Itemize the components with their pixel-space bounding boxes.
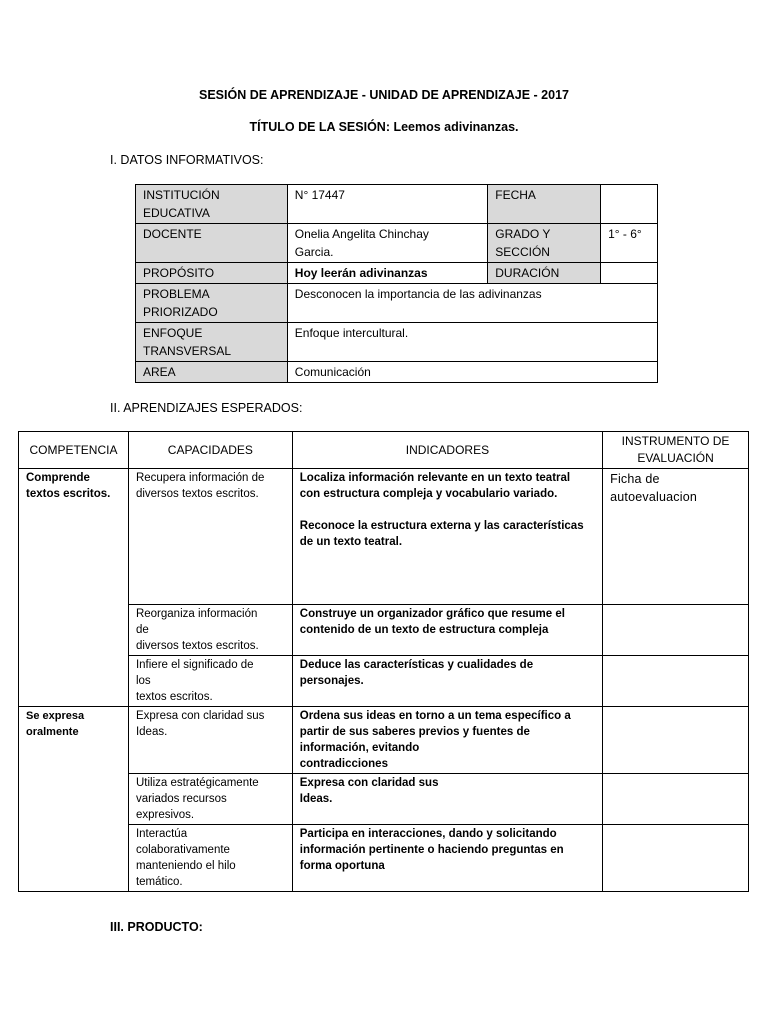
indicador-cell: Expresa con claridad sus Ideas. bbox=[292, 774, 602, 825]
table-row bbox=[136, 362, 658, 383]
area-label: AREA bbox=[136, 362, 288, 383]
table-row bbox=[136, 284, 658, 323]
instrumento-cell bbox=[603, 707, 749, 774]
institucion-value: N° 17447 bbox=[287, 185, 487, 224]
header-indicadores: INDICADORES bbox=[292, 432, 602, 469]
capacidad-cell: Recupera información de diversos textos escritos. bbox=[128, 469, 292, 605]
section-heading-aprendizajes: II. APRENDIZAJES ESPERADOS: bbox=[110, 401, 303, 415]
section-heading-datos: I. DATOS INFORMATIVOS: bbox=[110, 153, 264, 167]
problema-label: PROBLEMA PRIORIZADO bbox=[136, 284, 288, 323]
indicador-cell: Deduce las características y cualidades de personajes. bbox=[292, 656, 602, 707]
section-heading-producto: III. PRODUCTO: bbox=[110, 920, 203, 934]
docente-label: DOCENTE bbox=[136, 224, 288, 263]
aprendizajes-table bbox=[18, 431, 749, 892]
enfoque-value: Enfoque intercultural. bbox=[287, 323, 657, 362]
instrumento-cell bbox=[603, 656, 749, 707]
grado-label: GRADO Y SECCIÓN bbox=[488, 224, 601, 263]
table-row bbox=[136, 323, 658, 362]
datos-informativos-table bbox=[135, 184, 658, 383]
fecha-value bbox=[601, 185, 658, 224]
document-title: SESIÓN DE APRENDIZAJE - UNIDAD DE APRENDIZAJE - 2017 bbox=[199, 88, 569, 102]
table-row bbox=[19, 656, 749, 707]
indicador-cell: Ordena sus ideas en torno a un tema específico a partir de sus saberes previos y fuentes de información, evitando contradicciones bbox=[292, 707, 602, 774]
header-capacidades: CAPACIDADES bbox=[128, 432, 292, 469]
indicador-cell: Construye un organizador gráfico que resume el contenido de un texto de estructura compleja bbox=[292, 605, 602, 656]
session-title: TÍTULO DE LA SESIÓN: Leemos adivinanzas. bbox=[249, 120, 519, 134]
capacidad-cell: Reorganiza información de diversos textos escritos. bbox=[128, 605, 292, 656]
header-instrumento: INSTRUMENTO DE EVALUACIÓN bbox=[603, 432, 749, 469]
capacidad-cell: Expresa con claridad sus Ideas. bbox=[128, 707, 292, 774]
indicador-cell: Localiza información relevante en un texto teatral con estructura compleja y vocabulario variado. Reconoce la estructura externa y las características de un texto teatral. bbox=[292, 469, 602, 605]
capacidad-cell: Interactúa colaborativamente manteniendo el hilo temático. bbox=[128, 825, 292, 892]
competencia-se-expresa: Se expresa oralmente bbox=[19, 707, 129, 892]
instrumento-cell bbox=[603, 605, 749, 656]
capacidad-cell: Utiliza estratégicamente variados recursos expresivos. bbox=[128, 774, 292, 825]
table-row bbox=[19, 469, 749, 605]
capacidad-cell: Infiere el significado de los textos escritos. bbox=[128, 656, 292, 707]
duracion-label: DURACIÓN bbox=[488, 263, 601, 284]
duracion-value bbox=[601, 263, 658, 284]
fecha-label: FECHA bbox=[488, 185, 601, 224]
problema-value: Desconocen la importancia de las adivinanzas bbox=[287, 284, 657, 323]
proposito-value: Hoy leerán adivinanzas bbox=[287, 263, 487, 284]
instrumento-cell: Ficha de autoevaluacion bbox=[603, 469, 749, 605]
instrumento-cell bbox=[603, 825, 749, 892]
table-row bbox=[136, 185, 658, 224]
header-competencia: COMPETENCIA bbox=[19, 432, 129, 469]
proposito-label: PROPÓSITO bbox=[136, 263, 288, 284]
table-row bbox=[136, 224, 658, 263]
enfoque-label: ENFOQUE TRANSVERSAL bbox=[136, 323, 288, 362]
competencia-comprende: Comprende textos escritos. bbox=[19, 469, 129, 707]
table-row bbox=[19, 707, 749, 774]
indicador-cell: Participa en interacciones, dando y solicitando información pertinente o haciendo preguntas en forma oportuna bbox=[292, 825, 602, 892]
instrumento-cell bbox=[603, 774, 749, 825]
table-header-row bbox=[19, 432, 749, 469]
table-row bbox=[19, 774, 749, 825]
institucion-label: INSTITUCIÓN EDUCATIVA bbox=[136, 185, 288, 224]
area-value: Comunicación bbox=[287, 362, 657, 383]
table-row bbox=[19, 605, 749, 656]
docente-value: Onelia Angelita Chinchay Garcia. bbox=[287, 224, 487, 263]
table-row bbox=[136, 263, 658, 284]
table-row bbox=[19, 825, 749, 892]
grado-value: 1° - 6° bbox=[601, 224, 658, 263]
